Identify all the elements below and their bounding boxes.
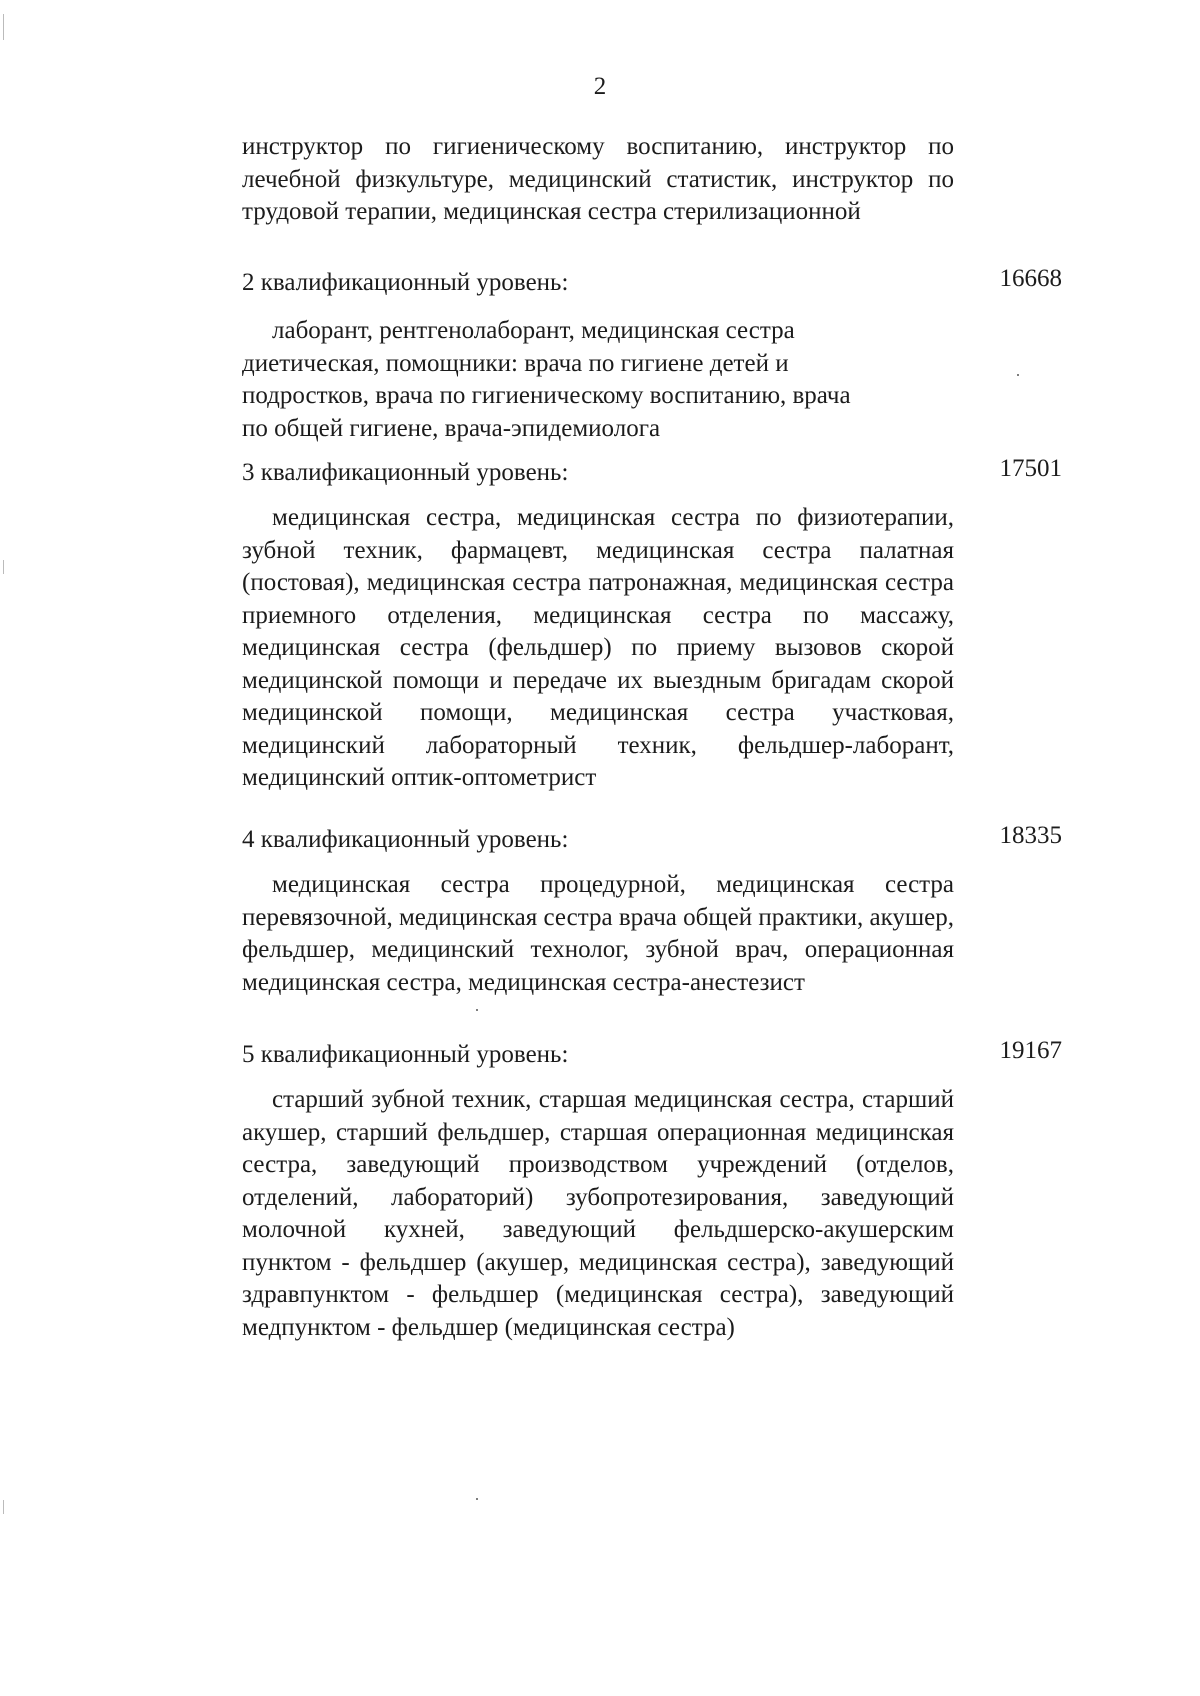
level-2-line: подростков, врача по гигиеническому воспитанию, врача (242, 382, 851, 409)
level-4-value: 18335 (999, 822, 1062, 849)
scan-edge-mark (3, 560, 4, 574)
intro-paragraph: инструктор по гигиеническому воспитанию, инструктор по лечебной физкультуре, медицинский статистик, инструктор по трудовой терапии, медицинская сестра стерилизационной (242, 133, 954, 225)
level-2-line: диетическая, помощники: врача по гигиене детей и (242, 349, 789, 377)
scan-speck (476, 1009, 478, 1011)
level-2-value: 16668 (999, 265, 1062, 292)
level-3-paragraph: медицинская сестра, медицинская сестра по физиотерапии, зубной техник, фармацевт, медицинская сестра палатная (постовая), медицинская сестра патронажная, медицинская сестра приемного отделения, медицинская сестра по массажу, медицинская сестра (фельдшер) по приему вызовов скорой медицинской помощи и передаче их выездным бригадам скорой медицинской помощи, медицинская сестра участковая, медицинский лабораторный техник, фельдшер-лаборант, медицинский оптик-оптометрист (242, 504, 954, 791)
level-2-paragraph (242, 315, 972, 445)
scan-speck (476, 1498, 478, 1500)
level-5-paragraph: старший зубной техник, старшая медицинская сестра, старший акушер, старший фельдшер, старшая операционная медицинская сестра, заведующий производством учреждений (отделов, отделений, лабораторий) зубопротезирования, заведующий молочной кухней, заведующий фельдшерско-акушерским пунктом - фельдшер (акушер, медицинская сестра), заведующий здравпунктом - фельдшер (медицинская сестра), заведующий медпунктом - фельдшер (медицинская сестра) (242, 1086, 954, 1341)
level-3-value: 17501 (999, 455, 1062, 482)
level-2-label: 2 квалификационный уровень: (242, 269, 569, 296)
level-5-label: 5 квалификационный уровень: (242, 1041, 569, 1068)
page-number: 2 (593, 73, 607, 100)
level-5-value: 19167 (999, 1037, 1062, 1064)
level-4-paragraph: медицинская сестра процедурной, медицинская сестра перевязочной, медицинская сестра врача общей практики, акушер, фельдшер, медицинский технолог, зубной врач, операционная медицинская сестра, медицинская сестра-анестезист (242, 871, 954, 996)
level-4-label: 4 квалификационный уровень: (242, 826, 569, 853)
level-3-label: 3 квалификационный уровень: (242, 459, 569, 486)
scan-edge-mark (3, 14, 4, 40)
scan-speck (1017, 374, 1019, 376)
scan-edge-mark (3, 1500, 4, 1514)
level-2-line: по общей гигиене, врача-эпидемиолога (242, 414, 661, 442)
level-2-line: лаборант, рентгенолаборант, медицинская сестра (272, 317, 795, 344)
